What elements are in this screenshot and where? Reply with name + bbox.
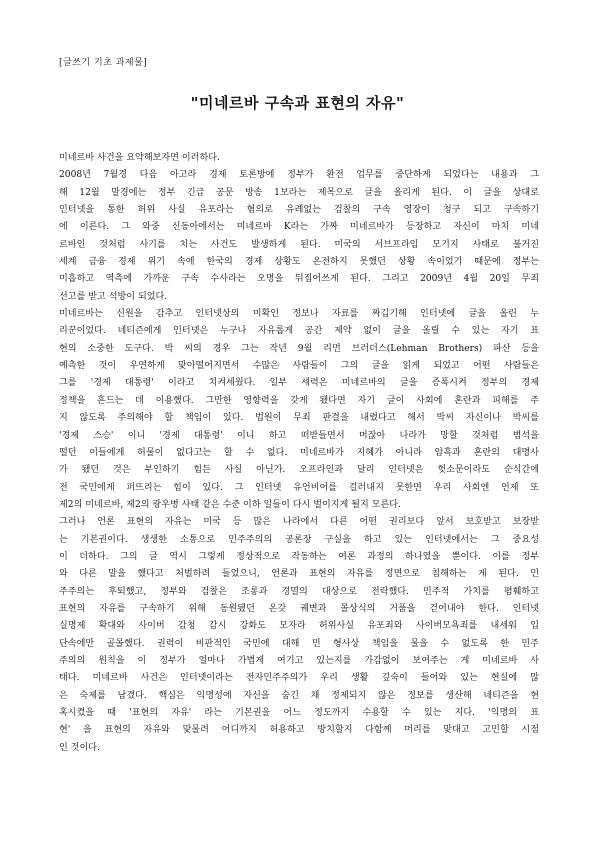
text-line: 미네르바 사건을 요약해보자면 이러하다. <box>59 153 220 163</box>
text-line: 현의 소중한 도구다. 박 씨의 경우 그는 작년 9월 리먼 브러더스(Lehman Brothers) 파산 등을 <box>59 343 539 354</box>
text-line: 이 더하다. 그의 글 역시 그렇게 정상적으로 작동하는 여론 과정의 하나였을 뿐이다. 이를 정부 <box>59 551 539 562</box>
text-line: 떨던 이들에게 허물이 없다고는 할 수 없다. 미네르바가 지혜가 아니라 암흑과 혼란의 대명사 <box>59 447 539 458</box>
text-line: 정책을 흔드는 데 이용했다. 그만한 영향력을 갖게 됐다면 자기 글이 사회에 혼란과 피해를 주 <box>59 395 539 406</box>
text-line: 태다. 미네르바 사건은 인터넷이라는 전자민주주의가 우리 생활 깊숙이 들어와 있는 현실에 많 <box>59 673 539 684</box>
text-line: 미네르바는 신원을 감추고 인터넷상의 미확인 정보나 자료를 짜깁기해 인터넷에 글을 올린 누 <box>59 309 539 320</box>
text-line: 해 12월 말경에는 정부 긴급 공문 방송 1보라는 제목으로 글을 올리게 된다. 이 글을 상대로 <box>59 187 539 198</box>
text-line: 현' 을 표현의 자유와 맞물려 어디까지 허용하고 방치할지 다함께 머리를 맞대고 고민할 시점 <box>59 725 539 736</box>
text-line: 전 국민에게 퍼뜨리는 힘이 있다. 그 인터넷 유언비어를 걸러내지 못한면 우리 사회엔 언제 또 <box>59 482 539 493</box>
text-line: 그러나 언론 표현의 자유는 미국 등 많은 나라에서 다른 어떤 권리보다 앞서 보호받고 보장받 <box>59 517 539 528</box>
text-line: 인터넷을 통한 허위 사실 유포라는 혐의로 유례없는 검찰의 구속 영장이 청구 되고 구속하기 <box>59 205 539 216</box>
text-line: 는 기본권이다. 생생한 소통으로 민주주의의 공론장 구실을 하고 있는 인터넷에서는 그 중요성 <box>59 534 539 545</box>
text-line: 그를 '경제 대통령' 이라고 치켜세웠다. 일부 세력은 미네르바의 글을 증폭시켜 정부의 경제 <box>59 378 539 389</box>
text-line: 와 다른 말을 했다고 처벌하려 들었으니, 언론과 표현의 자유를 정면으로 침해하는 게 된다. 민 <box>59 569 539 580</box>
text-line: 은 숙제를 남겼다. 핵심은 익명성에 자신을 숨긴 채 정제되지 않은 정보를 생산해 네티즌을 현 <box>59 690 539 701</box>
text-line: 인 것이다. <box>59 742 100 753</box>
text-line: 표현의 자유를 구속하기 위해 동원됐던 온갖 궤변과 몰상식의 거품을 걷어내야 한다. 인터넷 <box>59 603 539 614</box>
text-line: 혹시켰을 때 '표현의 자유' 라는 기본권을 어느 정도까지 수용할 수 있는 지다. '익명의 표 <box>59 708 539 718</box>
page-title: "미네르바 구속과 표현의 자유" <box>190 94 405 112</box>
text-line: 2008년 7월경 다음 아고라 경제 토론방에 정부가 환전 업무를 중단하게 되었다는 내용과 그 <box>59 170 539 181</box>
text-line: 주의의 원칙을 이 정부가 얼마나 가볍게 여기고 있는지를 가감없이 보여주는 게 미네르바 사 <box>59 655 539 666</box>
text-line: 단속에만 골몰했다. 권력이 비판적인 국민에 대해 민 형사상 책임을 물을 수 없도록 한 민주 <box>59 638 539 649</box>
text-line: 제2의 미네르바, 제2의 광우병 사태 같은 수준 이하 일들이 다시 벌이지게 될지 모른다. <box>59 499 401 510</box>
text-line: 세계 금융 경제 위기 속에 한국의 경제 상황도 온전하지 못했던 상황 속이었기 때문에 정부는 <box>59 257 539 268</box>
text-line: 리꾼이었다. 네티즌에게 인터넷은 누구나 자유롭게 공간 제약 없이 글을 올릴 수 있는 자기 표 <box>59 326 539 337</box>
text-line: 선고를 받고 석방이 되었다. <box>59 291 168 302</box>
text-line: 미흡하고 역측에 가까운 구속 수사라는 오명을 뒤집어쓰게 된다. 그리고 2009년 4월 20일 무죄 <box>59 274 539 285</box>
document-body <box>59 150 539 757</box>
text-line: '경제 스승' 이니 '경제 대통령' 이니 하고 떠받들면서 머잖아 나라가 망할 것처럼 범석을 <box>59 430 539 441</box>
text-line: 예측한 것이 우연하게 맞아떨어지면서 수많은 사람들이 그의 글을 읽게 되었고 어떤 사람들은 <box>59 361 539 372</box>
text-line: 실명제 확대와 사이버 감청 감시 강화도 모자라 허위사실 유포죄와 사이버모욕죄를 내세워 입 <box>59 621 539 632</box>
text-line: 가 됐던 것은 부인하기 힘든 사실 아닌가. 오프라인과 달리 인터넷은 헛소문이라도 순식간에 <box>59 465 539 476</box>
text-line: 주주의는 후퇴했고, 정부와 검찰은 조롱과 경멸의 대상으로 전락했다. 민주적 가치를 폄훼하고 <box>59 586 539 597</box>
header-tag: [글쓰기 기초 과제물] <box>59 58 148 68</box>
text-line: 에 이른다. 그 와중 신동아에서는 미네르바 K라는 가짜 미네르바가 등장하고 자신이 마치 미네 <box>59 222 539 233</box>
text-line: 르바인 것처럼 사기를 치는 사건도 발생하게 된다. 미국의 서브프라임 모기지 사태로 불거진 <box>59 239 539 250</box>
text-line: 지 않도록 주의해야 할 책임이 있다. 법원이 무죄 판결을 내렸다고 해서 박씨 자신이나 박씨를 <box>59 413 539 424</box>
